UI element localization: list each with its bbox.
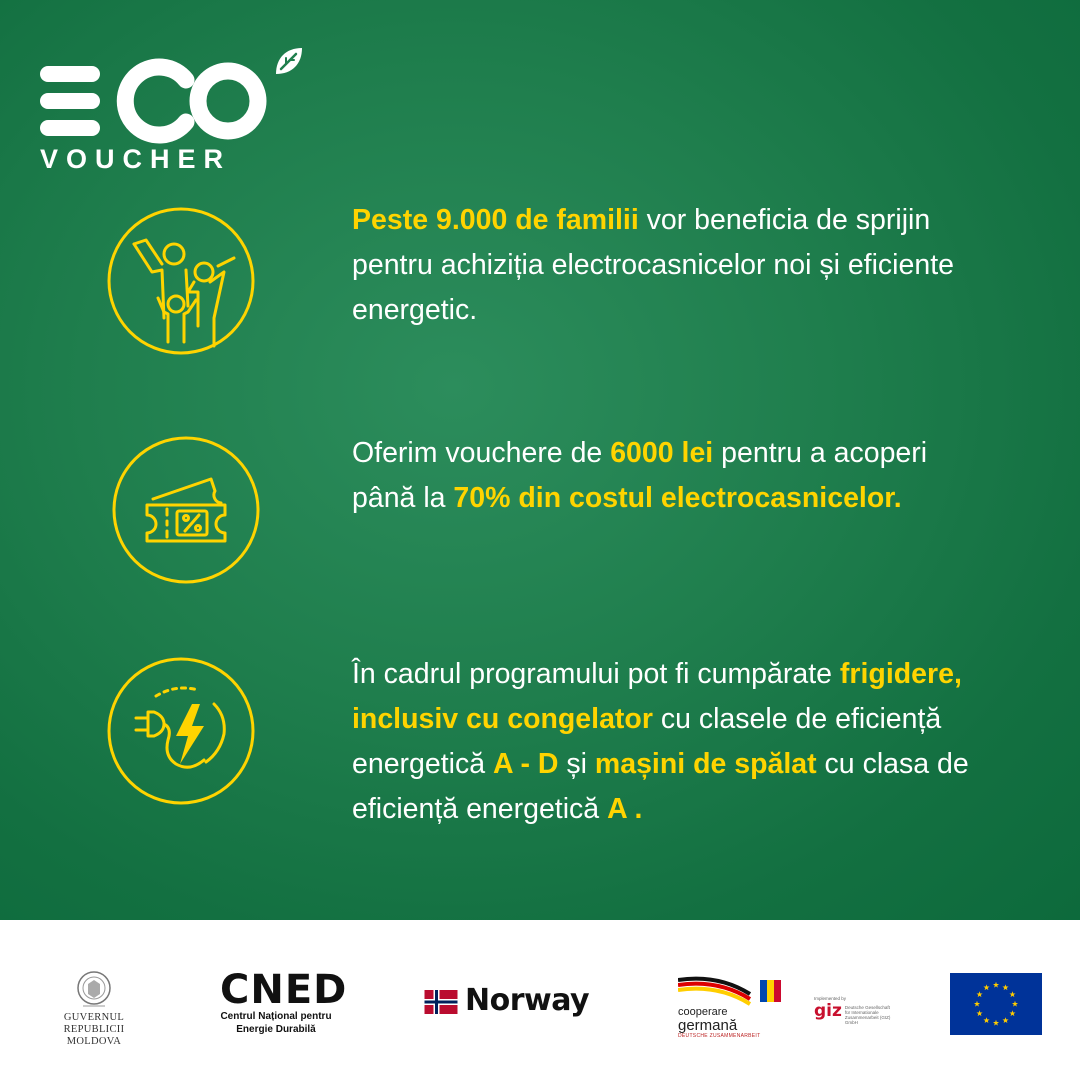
giz-label: Implemented by — [814, 996, 847, 1001]
plug-lightning-icon — [106, 656, 256, 806]
coop-line-2: germană — [678, 1017, 738, 1034]
government-line-1: GUVERNUL — [63, 1012, 125, 1023]
row-2-amount: 6000 lei — [610, 437, 714, 469]
cned-line-2: Energie Durabilă — [236, 1024, 316, 1035]
row-2-mid: pentru a acoperi până la — [352, 437, 928, 514]
family-icon — [106, 206, 256, 356]
norway-flag-icon — [423, 990, 459, 1014]
giz-line-3: Zusammenarbeit (GIZ) GmbH — [844, 1015, 891, 1025]
row-2-text — [352, 431, 992, 521]
discount-ticket-icon — [111, 435, 261, 585]
germany-moldova-flag-icon — [678, 976, 788, 1006]
eco-wordmark — [38, 58, 278, 144]
government-seal-icon — [75, 968, 113, 1012]
cned-logo — [220, 967, 348, 1036]
row-3-and: și — [558, 748, 595, 780]
cned-wordmark: CNED — [220, 967, 348, 1013]
giz-wordmark: giz — [814, 1001, 842, 1021]
row-3-text — [352, 652, 992, 832]
coop-line-3: DEUTSCHE ZUSAMMENARBEIT — [678, 1033, 761, 1039]
government-logo — [44, 968, 144, 1048]
row-1-body: vor beneficia de sprijin pentru achiziția electrocasnicelor noi și eficiente energetic. — [352, 204, 954, 326]
eu-flag-icon — [950, 973, 1042, 1035]
row-2-percent: 70% din costul electrocasnicelor. — [453, 482, 902, 514]
german-cooperation-logo — [678, 976, 788, 1039]
giz-line-2: für Internationale — [844, 1010, 879, 1015]
coop-line-1: cooperare — [678, 1006, 728, 1018]
row-2-intro: Oferim vouchere de — [352, 437, 611, 469]
row-3-classes: cu clasele de eficiență energetică — [352, 703, 942, 780]
partners-footer — [0, 920, 1080, 1080]
row-1-highlight: Peste 9.000 de familii — [352, 204, 639, 236]
row-3-class-range: A - D — [493, 748, 559, 780]
row-3-fridges: frigidere, inclusiv cu congelator — [352, 658, 962, 735]
giz-line-1: Deutsche Gesellschaft — [844, 1005, 890, 1010]
row-3-intro: În cadrul programului pot fi cumpărate — [352, 658, 840, 690]
giz-logo — [814, 996, 894, 1025]
norway-wordmark: Norway — [465, 983, 590, 1018]
cned-line-1: Centrul Național pentru — [220, 1011, 332, 1022]
voucher-text: VOUCHER — [40, 144, 232, 174]
norway-logo — [423, 984, 603, 1018]
row-1-text — [352, 198, 992, 333]
leaf-icon — [272, 44, 306, 78]
row-3-washers: mașini de spălat — [594, 748, 817, 780]
row-3-class-label: cu clasa de eficiență energetică — [352, 748, 969, 825]
government-line-2: REPUBLICII MOLDOVA — [63, 1024, 125, 1047]
row-3-class-a: A . — [607, 793, 643, 825]
